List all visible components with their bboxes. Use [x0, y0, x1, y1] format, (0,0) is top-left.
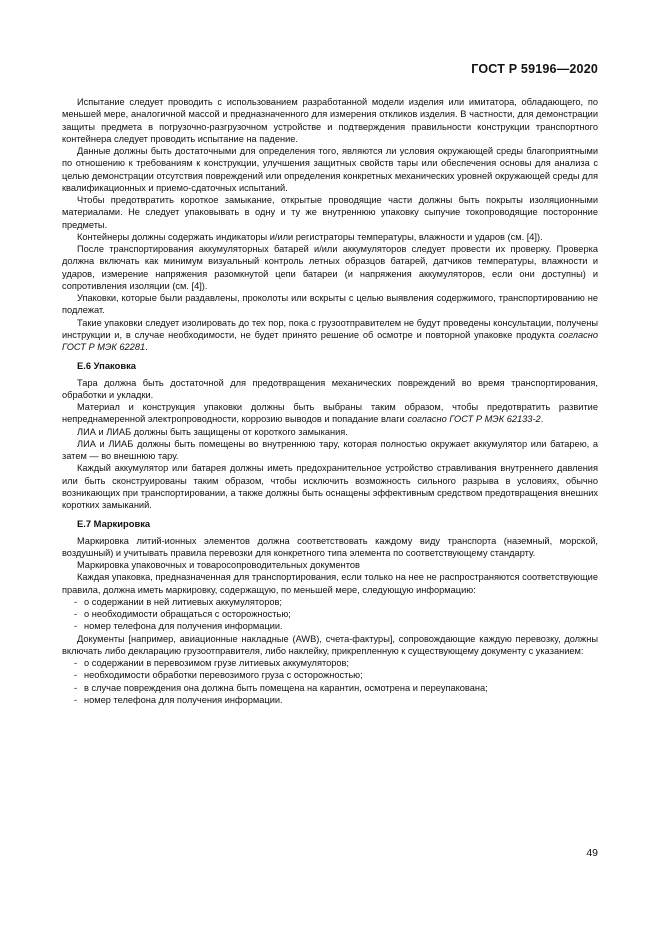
- list-item: [74, 694, 598, 706]
- page-body: [62, 96, 598, 706]
- list-item: [74, 657, 598, 669]
- list-dash: -: [74, 670, 78, 681]
- section-heading-e6: Е.6 Упаковка: [77, 360, 136, 372]
- paragraph: Каждая упаковка, предназначенная для транспортирования, если только на нее не распространяются соответствующие правила, должна иметь маркировку, содержащую, по меньшей мере, следующую информацию:: [62, 572, 598, 595]
- list-item-text: о необходимости обращаться с осторожностью;: [84, 609, 291, 619]
- page-number: 49: [586, 847, 598, 859]
- documents-list: [62, 657, 598, 706]
- paragraph-text: Материал и конструкция упаковки должны быть выбраны таким образом, чтобы предотвратить развитие непреднамеренной электропроводности, коррозию выводов и попадание влаги: [62, 402, 598, 425]
- paragraph: Маркировка упаковочных и товаросопроводительных документов: [77, 560, 360, 570]
- list-dash: -: [74, 609, 78, 619]
- marking-list: [62, 596, 598, 633]
- list-dash: -: [74, 621, 78, 632]
- paragraph: [62, 401, 598, 426]
- list-item: [74, 596, 598, 608]
- document-code: ГОСТ Р 59196—2020: [471, 62, 598, 76]
- section-heading-e7: Е.7 Маркировка: [77, 518, 151, 530]
- paragraph: После транспортирования аккумуляторных батарей и/или аккумуляторов следует провести их проверку. Проверка должна включать как минимум визуальный контроль летных образцов батарей, датчиков температуры, влажности и ударов, измерение напряжения разомкнутой цепи батареи (и напряжения аккумуляторов, если они доступны) и сопротивления изоляции (см. [4]).: [62, 244, 598, 291]
- list-item-text: о содержании в ней литиевых аккумуляторов;: [84, 596, 282, 607]
- standard-reference: согласно ГОСТ Р МЭК 62281: [62, 329, 598, 352]
- list-item-text: номер телефона для получения информации.: [84, 694, 283, 705]
- list-item-text: необходимости обработки перевозимого груза с осторожностью;: [84, 670, 363, 681]
- standard-reference: согласно ГОСТ Р МЭК 62133-2: [407, 414, 541, 425]
- list-item: [74, 669, 598, 681]
- paragraph: ЛИА и ЛИАБ должны быть помещены во внутреннюю тару, которая полностью окружает аккумулятор или батарею, а затем — во внешнюю тару.: [62, 438, 598, 461]
- list-item: [74, 682, 598, 694]
- list-item: [74, 620, 598, 632]
- list-item-text: номер телефона для получения информации.: [84, 621, 283, 632]
- list-dash: -: [74, 596, 78, 607]
- list-dash: -: [74, 658, 78, 668]
- paragraph: ЛИА и ЛИАБ должны быть защищены от короткого замыкания.: [77, 426, 348, 437]
- paragraph: Контейнеры должны содержать индикаторы и/или регистраторы температуры, влажности и ударов (см. [4]).: [77, 231, 543, 242]
- paragraph: Упаковки, которые были раздавлены, проколоты или вскрыты с целью выявления содержимого, транспортированию не подлежат.: [62, 293, 598, 316]
- paragraph: [62, 317, 598, 354]
- paragraph: Каждый аккумулятор или батарея должны иметь предохранительное устройство стравливания внутреннего давления или быть сконструированы таким образом, чтобы исключить возможность сильного разрыва в условиях, обычно возникающих при транспортировании, а также должны быть оснащены эффективным средством предотвращения внешних коротких замыканий.: [62, 463, 598, 510]
- paragraph: Тара должна быть достаточной для предотвращения механических повреждений во время транспортирования, обработки и укладки.: [62, 377, 598, 400]
- paragraph: Чтобы предотвратить короткое замыкание, открытые проводящие части должны быть покрыты изоляционными материалами. Не следует упаковывать в одну и ту же внутреннюю упаковку сыпучие токопроводящие посторонние предметы.: [62, 195, 598, 230]
- paragraph-text: Такие упаковки следует изолировать до тех пор, пока с грузоотправителем не будут проведены консультации, получены инструкции и, в случае необходимости, не будет принято решение об осмотре и повторной упаковке продукта: [62, 317, 598, 340]
- list-item: [74, 608, 598, 620]
- list-item-text: о содержании в перевозимом грузе литиевых аккумуляторов;: [84, 658, 349, 668]
- paragraph: Данные должны быть достаточными для определения того, являются ли условия окружающей среды благоприятными по отношению к требованиям к конструкции, улучшения защитных свойств тары или обеспечения основы для анализа с целью демонстрации отсутствия повреждений или определения конкретных механических уровней окружающей среды для квалификационных и приемо-сдаточных испытаний.: [62, 146, 598, 193]
- list-item-text: в случае повреждения она должна быть помещена на карантин, осмотрена и переупакована;: [84, 682, 488, 693]
- paragraph: Маркировка литий-ионных элементов должна соответствовать каждому виду транспорта (наземный, морской, воздушный) и учитывать правила перевозки для конкретного типа элемента по соответствующему стандарту.: [62, 535, 598, 558]
- list-dash: -: [74, 694, 78, 705]
- paragraph-end: .: [540, 414, 544, 425]
- paragraph-end: .: [145, 342, 148, 352]
- paragraph: Испытание следует проводить с использованием разработанной модели изделия или имитатора, обладающего, по меньшей мере, аналогичной массой и предназначенного для измерения откликов изделия. В частности, для демонстрации защиты предмета в погрузочно-разгрузочном устройстве и подтверждения правильности конструкции транспортного контейнера следует проводить испытание на падение.: [62, 97, 598, 144]
- list-dash: -: [74, 682, 78, 693]
- paragraph: Документы [например, авиационные накладные (AWB), счета-фактуры], сопровождающие каждую перевозку, должны включать либо декларацию грузоотправителя, либо наклейку, прикрепленную к существующему документу с указанием:: [62, 633, 598, 656]
